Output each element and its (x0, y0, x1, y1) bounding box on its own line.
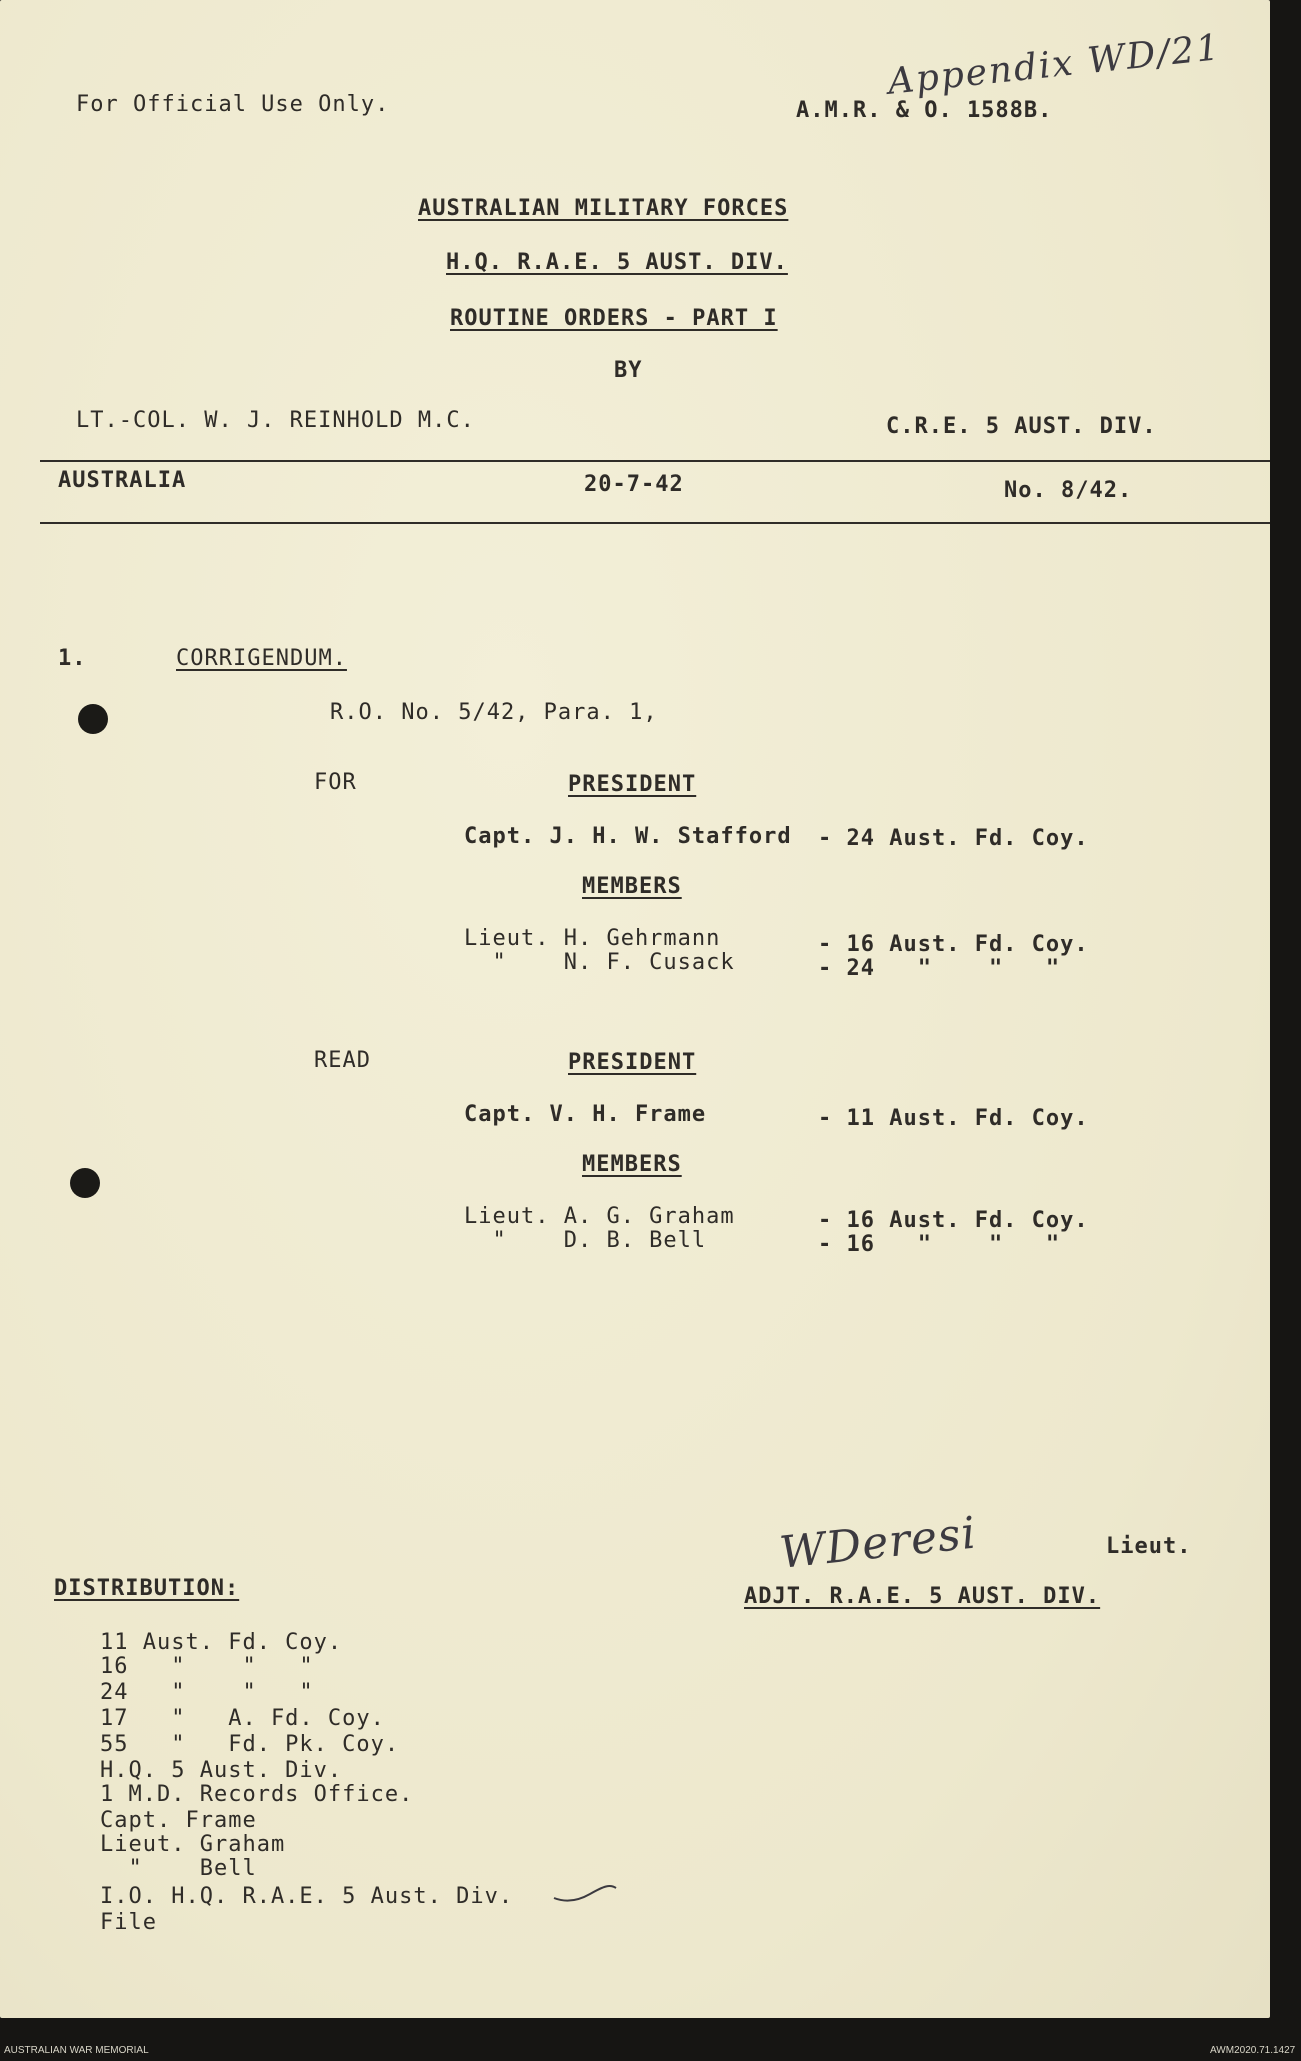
read-member-name: " D. B. Bell (464, 1228, 707, 1253)
issuer-name: LT.-COL. W. J. REINHOLD M.C. (76, 408, 475, 433)
distribution-item: File (100, 1910, 157, 1935)
top-rule (40, 460, 1270, 462)
distribution-item: 55 " Fd. Pk. Coy. (100, 1732, 400, 1757)
for-member-unit: - 16 Aust. Fd. Coy. (818, 932, 1089, 957)
paragraph-number: 1. (58, 646, 87, 671)
distribution-item: 24 " " " (100, 1680, 314, 1705)
distribution-item: H.Q. 5 Aust. Div. (100, 1758, 343, 1783)
signatory-rank: Lieut. (1106, 1534, 1192, 1559)
read-president-name: Capt. V. H. Frame (464, 1102, 707, 1127)
archive-credit: AUSTRALIAN WAR MEMORIAL (4, 2045, 149, 2056)
distribution-item: 16 " " " (100, 1654, 314, 1679)
reference-line: R.O. No. 5/42, Para. 1, (330, 700, 658, 725)
for-president-unit: - 24 Aust. Fd. Coy. (818, 826, 1089, 851)
distribution-item: " Bell (100, 1856, 257, 1881)
by-label: BY (614, 358, 643, 383)
corrigendum-heading: CORRIGENDUM. (176, 646, 347, 671)
official-use-label: For Official Use Only. (76, 92, 390, 117)
punch-hole (78, 704, 108, 734)
handwritten-signature: WDeresi (777, 1507, 979, 1579)
distribution-item: Capt. Frame (100, 1808, 257, 1833)
forces-title: AUSTRALIAN MILITARY FORCES (418, 196, 789, 221)
appendix-annotation: Appendix WD/21 (885, 27, 1223, 103)
punch-hole (70, 1168, 100, 1198)
distribution-item: 11 Aust. Fd. Coy. (100, 1630, 343, 1655)
distribution-heading: DISTRIBUTION: (54, 1576, 240, 1601)
read-member-unit: - 16 " " " (818, 1232, 1061, 1257)
read-member-unit: - 16 Aust. Fd. Coy. (818, 1208, 1089, 1233)
read-member-name: Lieut. A. G. Graham (464, 1204, 735, 1229)
hq-title: H.Q. R.A.E. 5 AUST. DIV. (446, 250, 788, 275)
bottom-rule (40, 522, 1270, 524)
distribution-item: I.O. H.Q. R.A.E. 5 Aust. Div. (100, 1884, 514, 1909)
place-label: AUSTRALIA (58, 468, 187, 493)
signatory-appointment: ADJT. R.A.E. 5 AUST. DIV. (744, 1584, 1101, 1609)
read-president-unit: - 11 Aust. Fd. Coy. (818, 1106, 1089, 1131)
order-date: 20-7-42 (584, 472, 684, 497)
order-number: No. 8/42. (1004, 478, 1133, 503)
orders-title: ROUTINE ORDERS - PART I (450, 306, 778, 331)
for-president-name: Capt. J. H. W. Stafford (464, 824, 792, 849)
issuer-appointment: C.R.E. 5 AUST. DIV. (886, 414, 1157, 439)
for-member-unit: - 24 " " " (818, 956, 1061, 981)
for-president-heading: PRESIDENT (568, 772, 697, 797)
for-member-name: Lieut. H. Gehrmann (464, 926, 721, 951)
read-members-heading: MEMBERS (582, 1152, 682, 1177)
read-president-heading: PRESIDENT (568, 1050, 697, 1075)
form-reference: A.M.R. & O. 1588B. (796, 98, 1053, 123)
for-member-name: " N. F. Cusack (464, 950, 735, 975)
distribution-item: Lieut. Graham (100, 1832, 286, 1857)
for-label: FOR (314, 770, 357, 795)
for-members-heading: MEMBERS (582, 874, 682, 899)
pen-tick-mark (550, 1880, 620, 1906)
archive-reference: AWM2020.71.1427 (1210, 2045, 1296, 2056)
distribution-item: 17 " A. Fd. Coy. (100, 1706, 385, 1731)
read-label: READ (314, 1048, 371, 1073)
distribution-item: 1 M.D. Records Office. (100, 1782, 414, 1807)
